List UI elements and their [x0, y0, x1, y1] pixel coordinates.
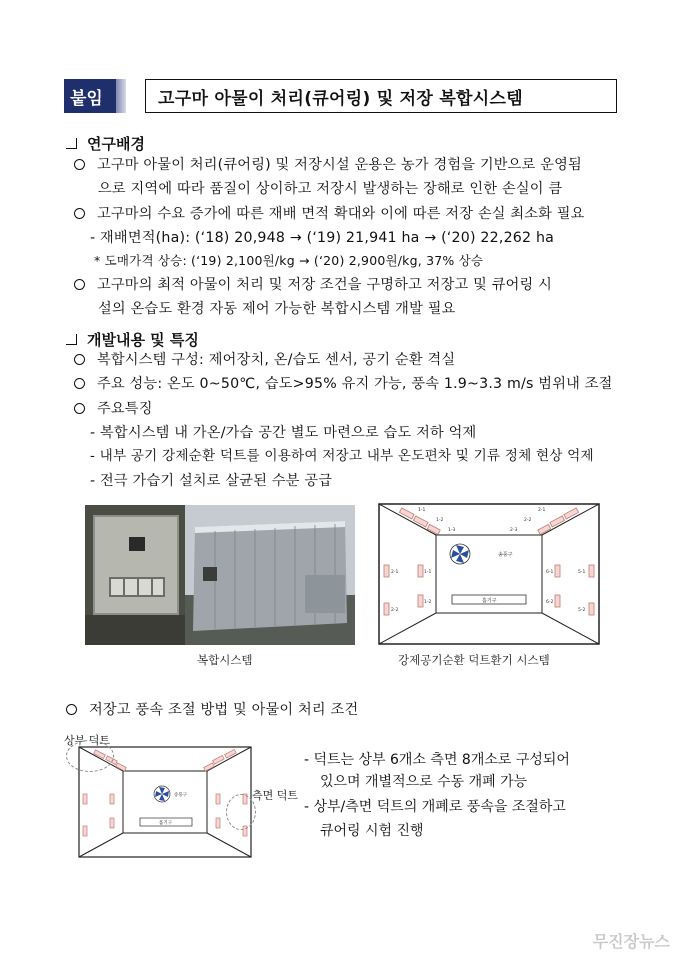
section-development — [66, 329, 199, 350]
label-top-duct: 상부 덕트 — [64, 734, 111, 747]
duct-bullet-cont: 있으며 개별적으로 수동 개폐 가능 — [320, 774, 528, 790]
note-price: * 도매가격 상승: (‘19) 2,100원/kg → (‘20) 2,900원/kg, 37% 상승 — [94, 253, 484, 268]
svg-text:5-1: 5-1 — [578, 570, 586, 575]
photo-system-exterior — [185, 505, 355, 645]
svg-text:6-2: 6-2 — [546, 600, 554, 605]
caption-composite-system: 복합시스템 — [197, 653, 253, 667]
attachment-tag: 붙임 — [64, 79, 116, 113]
label-side-duct: 측면 덕트 — [252, 789, 299, 802]
svg-text:1-1: 1-1 — [418, 508, 426, 513]
bullet-line-cont: 설의 온습도 환경 자동 제어 가능한 복합시스템 개발 필요 — [98, 301, 456, 317]
fan-label: 송풍구 — [498, 552, 513, 558]
svg-text:1-2: 1-2 — [424, 600, 432, 605]
section-title: 연구배경 — [87, 135, 145, 153]
circle-bullet-icon — [74, 208, 85, 219]
circle-bullet-icon — [74, 403, 85, 414]
caption-duct-system: 강제공기순환 덕트환기 시스템 — [398, 653, 550, 667]
bullet-line: 고구마의 최적 아물이 처리 및 저장 조건을 구명하고 저장고 및 큐어링 시 — [74, 278, 552, 292]
duct-diagram — [378, 503, 600, 645]
svg-text:1-2: 1-2 — [436, 518, 444, 523]
circle-bullet-icon — [66, 704, 77, 715]
top-duct-highlight — [66, 740, 114, 772]
feature-line: - 내부 공기 강제순환 덕트를 이용하여 저장고 내부 온도편차 및 기류 정체 현상 억제 — [90, 448, 594, 464]
intake-label-small: 흡기구 — [159, 821, 173, 826]
sub-line-area: - 재배면적(ha): (‘18) 20,948 → (‘19) 21,941 ha → (‘20) 22,262 ha — [90, 230, 555, 246]
svg-text:2-2: 2-2 — [391, 608, 399, 613]
feature-line: - 전극 가습기 설치로 살균된 수분 공급 — [90, 473, 333, 489]
bullet-line: 고구마의 수요 증가에 따른 재배 면적 확대와 이에 따른 저장 손실 최소화 필요 — [74, 207, 585, 221]
checkbox-square-icon — [66, 334, 77, 345]
svg-text:2-1: 2-1 — [391, 570, 399, 575]
watermark: 무진장뉴스 — [592, 932, 670, 951]
duct-bullet-cont: 큐어링 시험 진행 — [320, 823, 424, 839]
duct-bullet: - 덕트는 상부 6개소 측면 8개소로 구성되어 — [304, 752, 570, 768]
section-wind-speed: 저장고 풍속 조절 방법 및 아물이 처리 조건 — [66, 703, 358, 717]
bullet-line: 주요특징 — [74, 402, 153, 416]
section-title: 개발내용 및 특징 — [87, 331, 199, 349]
bullet-line: 주요 성능: 온도 0~50℃, 습도>95% 유지 가능, 풍속 1.9~3.3 m/s 범위내 조절 — [74, 377, 613, 391]
photo-system-interior — [85, 505, 185, 645]
circle-bullet-icon — [74, 378, 85, 389]
bullet-line: 고구마 아물이 처리(큐어링) 및 저장시설 운용은 농가 경험을 기반으로 운영됨 — [74, 158, 582, 172]
bullet-line-cont: 으로 지역에 따라 품질이 상이하고 저장시 발생하는 장해로 인한 손실이 큼 — [98, 181, 563, 197]
feature-line: - 복합시스템 내 가온/가습 공간 별도 마련으로 습도 저하 억제 — [90, 425, 477, 441]
circle-bullet-icon — [74, 159, 85, 170]
circle-bullet-icon — [74, 354, 85, 365]
side-duct-highlight — [226, 794, 256, 830]
svg-text:2-3: 2-3 — [510, 528, 518, 533]
svg-text:2-1: 2-1 — [538, 508, 546, 513]
fan-label-small: 송풍구 — [174, 793, 188, 798]
intake-label: 흡기구 — [482, 598, 497, 604]
svg-text:2-2: 2-2 — [524, 518, 532, 523]
svg-text:5-2: 5-2 — [578, 608, 586, 613]
section-research-background — [66, 133, 145, 154]
svg-text:1-1: 1-1 — [424, 570, 432, 575]
document-title: 고구마 아물이 처리(큐어링) 및 저장 복합시스템 — [145, 79, 617, 113]
svg-text:6-1: 6-1 — [546, 570, 554, 575]
svg-text:1-3: 1-3 — [448, 528, 456, 533]
checkbox-square-icon — [66, 138, 77, 149]
circle-bullet-icon — [74, 279, 85, 290]
duct-bullet: - 상부/측면 덕트의 개폐로 풍속을 조절하고 — [304, 799, 566, 815]
bullet-line: 복합시스템 구성: 제어장치, 온/습도 센서, 공기 순환 격실 — [74, 353, 455, 367]
